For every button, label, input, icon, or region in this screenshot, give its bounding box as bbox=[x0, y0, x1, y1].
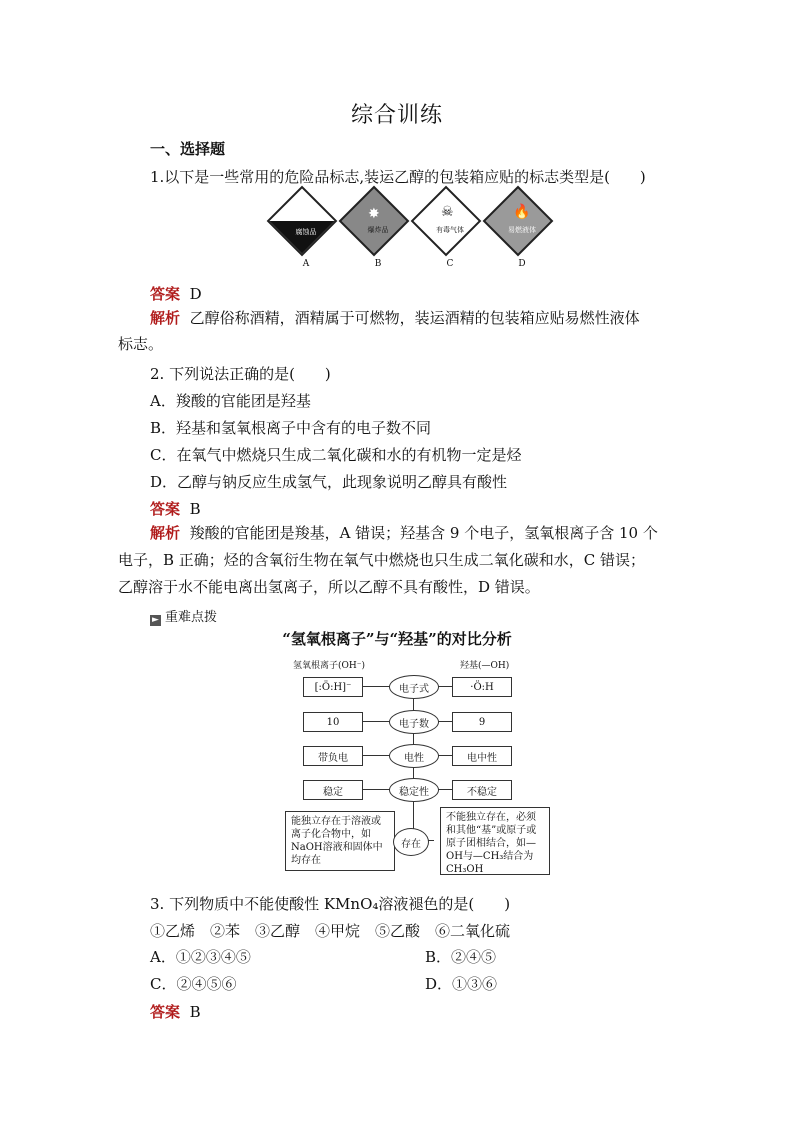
q3-answer bbox=[150, 1001, 201, 1022]
oh-ion-electron-formula: [:Ö:H]⁻ bbox=[303, 677, 363, 697]
q3-items: ①乙烯 ②苯 ③乙醇 ④甲烷 ⑤乙酸 ⑥二氧化硫 bbox=[150, 922, 511, 940]
left-header: 氢氧根离子(OH⁻) bbox=[293, 661, 366, 671]
q2-stem: 2. 下列说法正确的是( ) bbox=[150, 365, 331, 383]
q2-answer bbox=[150, 498, 201, 519]
sign-corrosive-icon bbox=[270, 194, 342, 270]
row-stability: 稳定性 bbox=[389, 778, 439, 802]
sign-d-text: 易燃液体 bbox=[508, 226, 536, 234]
hint-label bbox=[150, 606, 217, 626]
hydroxyl-electron-count: 9 bbox=[452, 712, 512, 732]
q1-answer bbox=[150, 283, 202, 304]
q2-option-b: B．羟基和氢氧根离子中含有的电子数不同 bbox=[150, 419, 432, 437]
oh-ion-charge: 带负电 bbox=[303, 746, 363, 766]
row-existence: 存在 bbox=[393, 828, 429, 856]
q2-option-a: A．羧酸的官能团是羟基 bbox=[150, 392, 311, 410]
hazard-signs bbox=[270, 194, 555, 274]
answer-label: 答案 bbox=[150, 500, 181, 518]
answer-value: B bbox=[189, 1003, 201, 1021]
sign-c-letter: C bbox=[446, 259, 454, 269]
q2-option-d: D．乙醇与钠反应生成氢气，此现象说明乙醇具有酸性 bbox=[150, 473, 508, 491]
q3-stem: 3. 下列物质中不能使酸性 KMnO₄溶液褪色的是( ) bbox=[150, 895, 511, 913]
comparison-diagram bbox=[285, 656, 550, 878]
sign-a-letter: A bbox=[302, 259, 310, 269]
hint-text: 重难点拨 bbox=[165, 610, 218, 625]
q2-analysis-line2: 电子，B 正确；烃的含氧衍生物在氧气中燃烧也只生成二氧化碳和水，C 错误； bbox=[118, 551, 646, 569]
oh-ion-stability: 稳定 bbox=[303, 780, 363, 800]
answer-value: D bbox=[189, 285, 202, 303]
analysis-label: 解析 bbox=[150, 524, 181, 542]
q1-stem: 1.以下是一些常用的危险品标志,装运乙醇的包装箱应贴的标志类型是( ) bbox=[150, 168, 646, 186]
analysis-label: 解析 bbox=[150, 309, 181, 327]
answer-value: B bbox=[189, 500, 201, 518]
q1-analysis bbox=[150, 305, 640, 331]
arrow-icon: ► bbox=[150, 615, 161, 626]
q3-option-d: D．①③⑥ bbox=[425, 975, 498, 993]
sign-a-text: 腐蚀品 bbox=[295, 228, 317, 236]
sign-b-letter: B bbox=[374, 259, 382, 269]
analysis-text: 乙醇俗称酒精，酒精属于可燃物，装运酒精的包装箱应贴易燃性液体 bbox=[189, 309, 640, 327]
row-electron-count: 电子数 bbox=[389, 710, 439, 734]
q3-option-a: A．①②③④⑤ bbox=[150, 948, 251, 966]
analysis-text: 羧酸的官能团是羧基，A 错误；羟基含 9 个电子，氢氧根离子含 10 个 bbox=[189, 524, 658, 542]
row-electron-formula: 电子式 bbox=[389, 675, 439, 699]
hydroxyl-existence: 不能独立存在，必须和其他“基”或原子或原子团相结合，如—OH与—CH₃结合为CH₃OH bbox=[440, 807, 550, 875]
page-title: 综合训练 bbox=[350, 103, 443, 128]
hydroxyl-stability: 不稳定 bbox=[452, 780, 512, 800]
q3-option-b: B．②④⑤ bbox=[425, 948, 497, 966]
sign-explosive-icon: ✸ 爆炸品 B bbox=[342, 194, 414, 270]
sign-flammable-liquid-icon: 🔥 易燃液体 D bbox=[486, 194, 558, 270]
oh-ion-existence: 能独立存在于溶液或离子化合物中，如NaOH溶液和固体中均存在 bbox=[285, 811, 395, 871]
q1-analysis-cont: 标志。 bbox=[118, 335, 164, 353]
q2-analysis bbox=[150, 520, 658, 546]
answer-label: 答案 bbox=[150, 1003, 181, 1021]
row-charge: 电性 bbox=[389, 744, 439, 768]
sign-toxic-gas-icon: ☠ 有毒气体 C bbox=[414, 194, 486, 270]
q3-option-c: C．②④⑤⑥ bbox=[150, 975, 237, 993]
hint-heading: “氢氧根离子”与“羟基”的对比分析 bbox=[282, 630, 512, 648]
sign-d-letter: D bbox=[518, 259, 526, 269]
right-header: 羟基(—OH) bbox=[460, 661, 510, 671]
sign-c-text: 有毒气体 bbox=[436, 226, 464, 234]
hydroxyl-electron-formula: ·Ö:H bbox=[452, 677, 512, 697]
hydroxyl-charge: 电中性 bbox=[452, 746, 512, 766]
q2-option-c: C．在氧气中燃烧只生成二氧化碳和水的有机物一定是烃 bbox=[150, 446, 522, 464]
sign-b-text: 爆炸品 bbox=[367, 226, 389, 234]
answer-label: 答案 bbox=[150, 285, 181, 303]
q2-analysis-line3: 乙醇溶于水不能电离出氢离子，所以乙醇不具有酸性，D 错误。 bbox=[118, 578, 540, 596]
oh-ion-electron-count: 10 bbox=[303, 712, 363, 732]
section-heading: 一、选择题 bbox=[150, 140, 226, 158]
